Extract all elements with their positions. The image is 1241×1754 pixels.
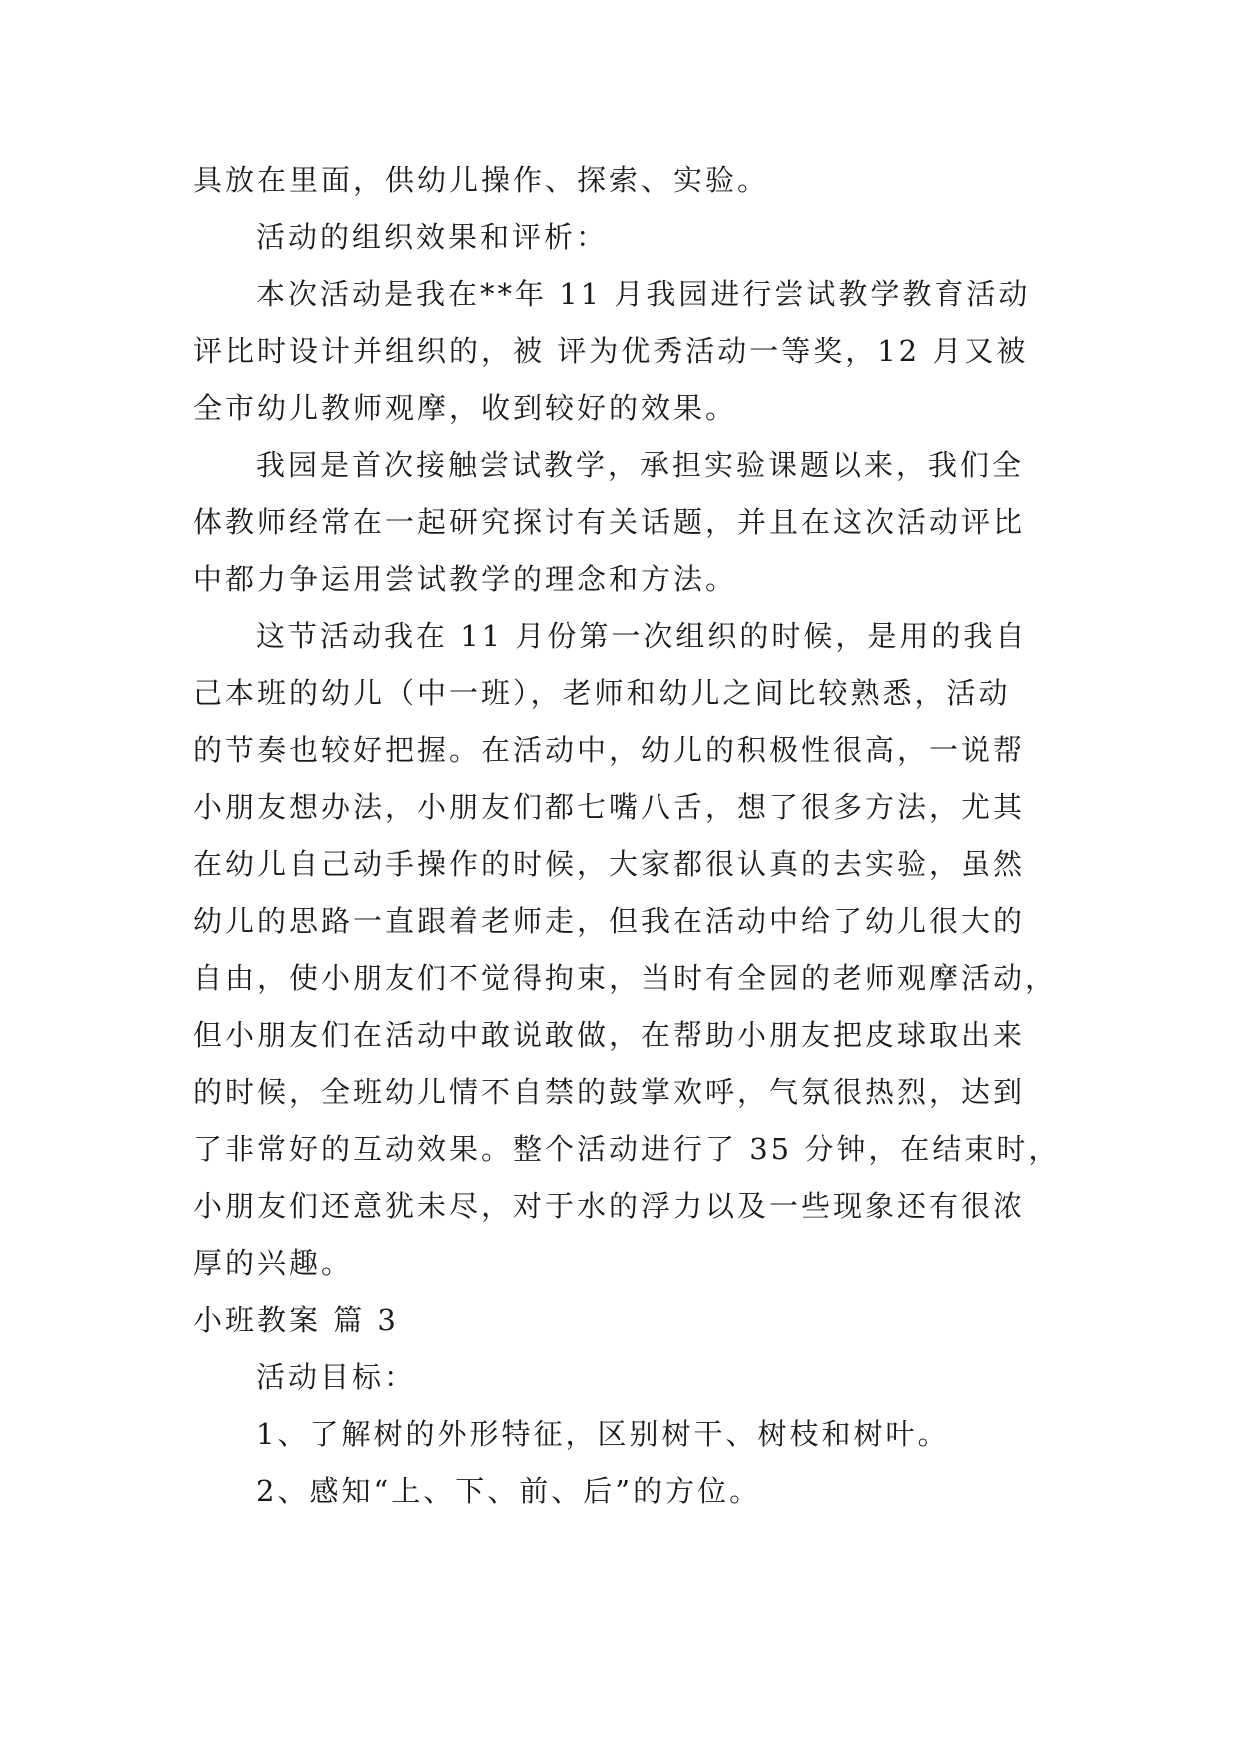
paragraph-line: 小朋友们还意犹未尽，对于水的浮力以及一些现象还有很浓 [193, 1189, 1026, 1223]
paragraph-line: 中都力争运用尝试教学的理念和方法。 [193, 562, 738, 596]
paragraph-line: 我园是首次接触尝试教学，承担实验课题以来，我们全 [256, 448, 1025, 482]
paragraph-line: 厚的兴趣。 [193, 1246, 354, 1280]
paragraph-line: 本次活动是我在**年 11 月我园进行尝试教学教育活动 [256, 277, 1031, 311]
paragraph-line: 自由，使小朋友们不觉得拘束，当时有全园的老师观摩活动， [193, 961, 1058, 995]
section-heading: 活动目标： [256, 1360, 417, 1394]
paragraph-line: 全市幼儿教师观摩，收到较好的效果。 [193, 391, 738, 425]
paragraph-line: 这节活动我在 11 月份第一次组织的时候，是用的我自 [256, 619, 1028, 653]
paragraph-line: 的时候，全班幼儿情不自禁的鼓掌欢呼，气氛很热烈，达到 [193, 1075, 1026, 1109]
paragraph-line: 小朋友想办法，小朋友们都七嘴八舌，想了很多方法，尤其 [193, 790, 1026, 824]
paragraph-line: 评比时设计并组织的，被 评为优秀活动一等奖，12 月又被 [193, 334, 1029, 368]
paragraph-line: 己本班的幼儿（中一班），老师和幼儿之间比较熟悉，活动 [193, 676, 1011, 710]
lesson-plan-title: 小班教案 篇 3 [193, 1303, 399, 1337]
list-item: 2、感知“上、下、前、后”的方位。 [256, 1474, 762, 1508]
paragraph-line: 体教师经常在一起研究探讨有关话题，并且在这次活动评比 [193, 505, 1026, 539]
paragraph-line: 具放在里面，供幼儿操作、探索、实验。 [193, 163, 770, 197]
paragraph-line: 但小朋友们在活动中敢说敢做，在帮助小朋友把皮球取出来 [193, 1018, 1026, 1052]
paragraph-line: 了非常好的互动效果。整个活动进行了 35 分钟，在结束时， [193, 1132, 1061, 1166]
paragraph-line: 的节奏也较好把握。在活动中，幼儿的积极性很高，一说帮 [193, 733, 1026, 767]
paragraph-line: 幼儿的思路一直跟着老师走，但我在活动中给了幼儿很大的 [193, 904, 1026, 938]
section-heading: 活动的组织效果和评析： [256, 220, 609, 254]
paragraph-line: 在幼儿自己动手操作的时候，大家都很认真的去实验，虽然 [193, 847, 1026, 881]
list-item: 1、了解树的外形特征，区别树干、树枝和树叶。 [256, 1417, 950, 1451]
